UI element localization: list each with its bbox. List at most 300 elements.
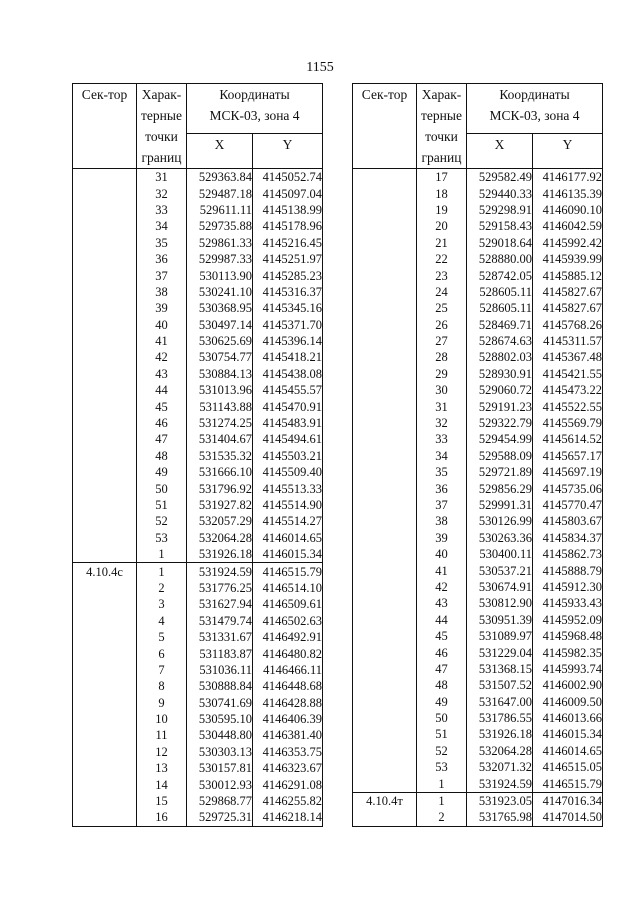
cell-sector [73,202,137,218]
cell-point: 7 [137,662,187,678]
cell-point: 50 [417,710,467,726]
cell-point: 47 [137,431,187,447]
cell-x: 530951.39 [467,612,533,628]
table-row [353,628,603,644]
cell-sector [353,333,417,349]
cell-point: 34 [417,448,467,464]
cell-point: 1 [137,546,187,563]
table-row [353,809,603,826]
cell-y: 4146218.14 [253,809,323,826]
cell-point: 11 [137,727,187,743]
cell-x: 531183.87 [187,645,253,661]
cell-x: 530884.13 [187,366,253,382]
cell-y: 4145939.99 [533,251,603,267]
cell-x: 530303.13 [187,744,253,760]
cell-y: 4146353.75 [253,744,323,760]
cell-y: 4145494.61 [253,431,323,447]
table-row [73,727,323,743]
cell-y: 4145982.35 [533,644,603,660]
cell-x: 531274.25 [187,415,253,431]
table-row [353,349,603,365]
cell-x: 530497.14 [187,317,253,333]
cell-y: 4145138.99 [253,202,323,218]
table-row [73,218,323,234]
table-row [353,431,603,447]
table-row [353,366,603,382]
table-row [353,644,603,660]
cell-x: 530595.10 [187,711,253,727]
cell-point: 25 [417,300,467,316]
table-row [353,497,603,513]
cell-point: 18 [417,185,467,201]
cell-y: 4146090.10 [533,202,603,218]
header-coordinates: Координаты МСК-03, зона 4 [187,84,323,134]
cell-sector [353,579,417,595]
cell-y: 4145367.48 [533,349,603,365]
cell-sector [353,382,417,398]
cell-x: 529725.31 [187,809,253,826]
cell-x: 531923.05 [467,792,533,809]
cell-sector [353,595,417,611]
cell-y: 4145522.55 [533,398,603,414]
cell-x: 531535.32 [187,448,253,464]
cell-sector [73,431,137,447]
cell-y: 4145514.27 [253,513,323,529]
table-row [353,530,603,546]
cell-sector [353,743,417,759]
cell-y: 4146013.66 [533,710,603,726]
cell-point: 34 [137,218,187,234]
cell-y: 4145827.67 [533,300,603,316]
table-row [73,431,323,447]
cell-x: 529588.09 [467,448,533,464]
cell-y: 4145371.70 [253,317,323,333]
cell-x: 531143.88 [187,398,253,414]
cell-x: 529735.88 [187,218,253,234]
cell-point: 2 [137,580,187,596]
cell-point: 36 [137,251,187,267]
cell-x: 530625.69 [187,333,253,349]
cell-point: 23 [417,267,467,283]
table-row [353,775,603,792]
table-row [73,678,323,694]
table-row [73,744,323,760]
table-row [353,382,603,398]
cell-x: 529987.33 [187,251,253,267]
cell-x: 529298.91 [467,202,533,218]
cell-point: 53 [417,759,467,775]
cell-sector [353,661,417,677]
cell-x: 531796.92 [187,480,253,496]
cell-y: 4145316.37 [253,284,323,300]
cell-point: 47 [417,661,467,677]
cell-sector [353,644,417,660]
cell-sector [353,726,417,742]
cell-x: 531036.11 [187,662,253,678]
cell-sector [73,793,137,809]
cell-point: 20 [417,218,467,234]
table-row [353,562,603,578]
cell-point: 42 [417,579,467,595]
cell-point: 38 [417,513,467,529]
cell-sector [73,580,137,596]
cell-y: 4145311.57 [533,333,603,349]
table-row [353,480,603,496]
cell-x: 529440.33 [467,185,533,201]
cell-x: 531368.15 [467,661,533,677]
cell-x: 530126.99 [467,513,533,529]
cell-y: 4145216.45 [253,235,323,251]
cell-y: 4146502.63 [253,613,323,629]
cell-y: 4147014.50 [533,809,603,826]
cell-x: 529060.72 [467,382,533,398]
cell-point: 19 [417,202,467,218]
cell-x: 530400.11 [467,546,533,562]
cell-x: 531926.18 [187,546,253,563]
table-row [73,645,323,661]
table-row [73,398,323,414]
table-row [353,759,603,775]
cell-y: 4145052.74 [253,169,323,186]
table-row [353,317,603,333]
header-y: Y [533,134,603,169]
cell-sector [73,251,137,267]
cell-y: 4145178.96 [253,218,323,234]
table-row [73,793,323,809]
table-row [73,546,323,563]
cell-y: 4145285.23 [253,267,323,283]
cell-x: 531404.67 [187,431,253,447]
table-row [353,677,603,693]
cell-point: 13 [137,760,187,776]
cell-sector [353,267,417,283]
cell-point: 44 [137,382,187,398]
table-row [73,333,323,349]
cell-point: 40 [417,546,467,562]
cell-point: 45 [417,628,467,644]
table-row [73,267,323,283]
table-row [353,694,603,710]
cell-y: 4145503.21 [253,448,323,464]
cell-point: 38 [137,284,187,300]
cell-point: 37 [137,267,187,283]
cell-point: 12 [137,744,187,760]
cell-y: 4146015.34 [533,726,603,742]
cell-point: 1 [417,775,467,792]
cell-sector [353,431,417,447]
cell-sector [73,317,137,333]
cell-point: 5 [137,629,187,645]
cell-point: 31 [137,169,187,186]
cell-x: 529861.33 [187,235,253,251]
cell-sector [73,546,137,563]
cell-x: 531229.04 [467,644,533,660]
cell-point: 1 [417,792,467,809]
cell-point: 35 [417,464,467,480]
cell-y: 4145614.52 [533,431,603,447]
cell-y: 4145827.67 [533,284,603,300]
cell-sector [73,480,137,496]
table-row [73,776,323,792]
table-row [353,284,603,300]
table-row [73,480,323,496]
cell-sector [73,464,137,480]
table-row [73,202,323,218]
table-row [73,185,323,201]
table-row [73,464,323,480]
cell-y: 4145421.55 [533,366,603,382]
cell-sector [73,382,137,398]
cell-point: 32 [417,415,467,431]
cell-point: 2 [417,809,467,826]
cell-y: 4145509.40 [253,464,323,480]
table-row [73,580,323,596]
cell-point: 21 [417,235,467,251]
cell-x: 529721.89 [467,464,533,480]
cell-sector [73,727,137,743]
table-row [353,202,603,218]
cell-y: 4145097.04 [253,185,323,201]
cell-y: 4146466.11 [253,662,323,678]
table-row [73,366,323,382]
cell-y: 4145888.79 [533,562,603,578]
cell-sector [73,695,137,711]
table-row [353,464,603,480]
cell-x: 529856.29 [467,480,533,496]
cell-y: 4146291.08 [253,776,323,792]
cell-sector [353,284,417,300]
cell-x: 531924.59 [187,563,253,580]
cell-y: 4146514.10 [253,580,323,596]
cell-point: 39 [417,530,467,546]
cell-sector [353,300,417,316]
cell-y: 4145483.91 [253,415,323,431]
cell-x: 530241.10 [187,284,253,300]
cell-y: 4146515.79 [533,775,603,792]
cell-y: 4146323.67 [253,760,323,776]
cell-sector [73,613,137,629]
cell-x: 532064.28 [187,530,253,546]
cell-point: 49 [137,464,187,480]
cell-sector [353,349,417,365]
cell-sector [73,448,137,464]
cell-point: 8 [137,678,187,694]
table-row [353,398,603,414]
cell-x: 529487.18 [187,185,253,201]
cell-y: 4146509.61 [253,596,323,612]
cell-x: 531013.96 [187,382,253,398]
header-y: Y [253,134,323,169]
table-row [73,300,323,316]
table-row [353,546,603,562]
cell-y: 4146492.91 [253,629,323,645]
table-row [353,595,603,611]
cell-y: 4146515.79 [253,563,323,580]
table-row [353,579,603,595]
cell-sector [353,464,417,480]
cell-sector [73,645,137,661]
cell-y: 4145514.90 [253,497,323,513]
cell-y: 4146014.65 [253,530,323,546]
cell-x: 531776.25 [187,580,253,596]
cell-sector [73,415,137,431]
cell-point: 4 [137,613,187,629]
cell-sector [353,169,417,186]
cell-x: 530674.91 [467,579,533,595]
cell-sector [353,398,417,414]
table-row [73,415,323,431]
cell-x: 529191.23 [467,398,533,414]
cell-point: 17 [417,169,467,186]
cell-sector [353,546,417,562]
table-row [353,218,603,234]
cell-sector: 4.10.4т [353,792,417,809]
header-boundary-points: Харак- терные точки границ [417,84,467,169]
cell-x: 530368.95 [187,300,253,316]
cell-y: 4146255.82 [253,793,323,809]
table-row [73,513,323,529]
cell-point: 10 [137,711,187,727]
cell-sector [73,333,137,349]
cell-sector [353,497,417,513]
table-row [73,497,323,513]
table-row [73,382,323,398]
cell-point: 51 [417,726,467,742]
cell-sector [73,169,137,186]
cell-y: 4145768.26 [533,317,603,333]
cell-y: 4146515.05 [533,759,603,775]
cell-x: 530448.80 [187,727,253,743]
cell-sector [353,710,417,726]
cell-y: 4145992.42 [533,235,603,251]
cell-x: 528930.91 [467,366,533,382]
cell-point: 15 [137,793,187,809]
cell-sector [353,612,417,628]
cell-sector [73,218,137,234]
cell-y: 4145697.19 [533,464,603,480]
cell-sector [73,300,137,316]
coordinates-table-right [352,83,603,827]
cell-sector [73,349,137,365]
cell-x: 528802.03 [467,349,533,365]
cell-x: 531927.82 [187,497,253,513]
cell-point: 28 [417,349,467,365]
table-row [353,333,603,349]
cell-y: 4145912.30 [533,579,603,595]
cell-point: 24 [417,284,467,300]
cell-x: 532071.32 [467,759,533,775]
cell-point: 33 [137,202,187,218]
table-row [353,513,603,529]
cell-sector [73,284,137,300]
cell-sector [353,562,417,578]
cell-x: 531765.98 [467,809,533,826]
cell-sector [353,628,417,644]
cell-point: 42 [137,349,187,365]
table-row [353,415,603,431]
table-row [353,661,603,677]
table-row [353,448,603,464]
cell-point: 6 [137,645,187,661]
cell-sector [73,530,137,546]
table-row [73,235,323,251]
cell-point: 44 [417,612,467,628]
cell-point: 43 [417,595,467,611]
cell-y: 4146448.68 [253,678,323,694]
cell-sector [73,711,137,727]
cell-point: 41 [137,333,187,349]
cell-point: 32 [137,185,187,201]
cell-sector [73,398,137,414]
cell-x: 530888.84 [187,678,253,694]
cell-sector [353,317,417,333]
cell-sector [73,760,137,776]
cell-point: 48 [417,677,467,693]
cell-x: 531627.94 [187,596,253,612]
cell-y: 4145418.21 [253,349,323,365]
cell-sector [73,744,137,760]
cell-sector [73,629,137,645]
cell-point: 41 [417,562,467,578]
cell-x: 528880.00 [467,251,533,267]
cell-x: 529018.64 [467,235,533,251]
cell-x: 528674.63 [467,333,533,349]
table-row [73,662,323,678]
cell-point: 52 [137,513,187,529]
table-row [73,613,323,629]
cell-point: 39 [137,300,187,316]
cell-point: 35 [137,235,187,251]
table-row [353,169,603,186]
cell-y: 4145770.47 [533,497,603,513]
cell-sector [353,185,417,201]
table-row [73,760,323,776]
cell-y: 4145569.79 [533,415,603,431]
cell-x: 532057.29 [187,513,253,529]
cell-sector [353,759,417,775]
table-row [73,169,323,186]
cell-x: 531331.67 [187,629,253,645]
table-row [73,349,323,365]
cell-sector [353,366,417,382]
cell-point: 46 [137,415,187,431]
cell-y: 4145803.67 [533,513,603,529]
cell-y: 4146406.39 [253,711,323,727]
header-sector: Сек-тор [73,84,137,169]
page-number: 1155 [306,60,334,75]
header-boundary-points: Харак- терные точки границ [137,84,187,169]
cell-point: 49 [417,694,467,710]
cell-y: 4146009.50 [533,694,603,710]
cell-x: 529991.31 [467,497,533,513]
cell-y: 4145345.16 [253,300,323,316]
cell-y: 4147016.34 [533,792,603,809]
cell-point: 14 [137,776,187,792]
cell-point: 22 [417,251,467,267]
header-x: X [467,134,533,169]
cell-point: 40 [137,317,187,333]
cell-x: 532064.28 [467,743,533,759]
cell-point: 30 [417,382,467,398]
cell-sector [353,448,417,464]
cell-point: 51 [137,497,187,513]
cell-sector: 4.10.4с [73,563,137,580]
cell-y: 4145455.57 [253,382,323,398]
cell-y: 4146381.40 [253,727,323,743]
cell-sector [73,366,137,382]
cell-y: 4145885.12 [533,267,603,283]
cell-sector [73,267,137,283]
